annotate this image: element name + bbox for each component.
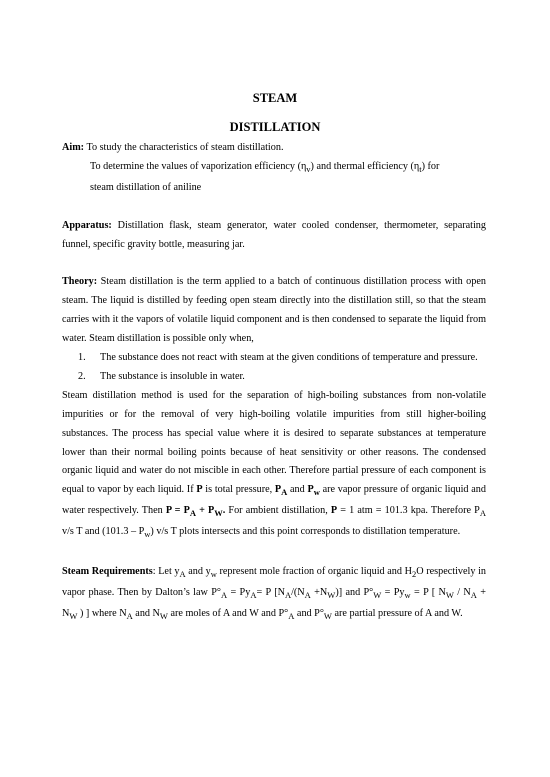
list-item: 2. The substance is insoluble in water.	[78, 370, 245, 382]
apparatus-label: Apparatus:	[62, 219, 112, 231]
document-body	[62, 139, 486, 626]
aim-label: Aim:	[62, 142, 85, 153]
aim-objective: To determine the values of vaporization efficiency $(\eta_v)$ and thermal efficiency $(\eta_t)$ for steam distillation of aniline	[90, 160, 440, 193]
title-line-1: STEAM	[252, 91, 298, 105]
aim-line: Aim: To study the characteristics of steam distillation.	[62, 142, 284, 153]
list-item: 1. The substance does not react with steam at the given conditions of temperature and pressure.	[78, 351, 478, 363]
conditions-list	[62, 349, 486, 387]
steam-requirements-paragraph: Steam Requirements: Let $y_A$ and $y_w$ represent mole fraction of organic liquid and $H_2O$ respectively in vapor phase. Then by Dalton’s law $P^\circ_A = Py_A= P$ $[N_A/(N_A +N_W)]$ and $P^\circ_W = Py_w = P$ [ $N_W / N_A + N_W$ ) ] where $N_A$ and $N_W$ are moles of A and W and $P^\circ_A$ and $P^\circ_W$ are partial pressure of A and W.	[62, 566, 487, 621]
title-line-2: DISTILLATION	[229, 120, 321, 134]
theory-label: Theory:	[62, 276, 98, 288]
apparatus-paragraph: Apparatus: Distillation flask, steam generator, water cooled condenser, thermometer, separating funnel, specific gravity bottle, measuring jar.	[62, 219, 486, 250]
theory-paragraph: Theory: Steam distillation is the term applied to a batch of continuous distillation process with open steam. The liquid is distilled by feeding open steam directly into the distillation still, so that the steam carries with it the vapors of volatile liquid component and is then condensed to separate the liquid from water. Steam distillation is possible only when,	[62, 276, 486, 345]
theory-paragraph-2: Steam distillation method is used for the separation of high-boiling substances from non-volatile impurities or for the removal of very high-boiling volatile impurities from still higher-boiling substances. The process has special value where it is desired to separate substances at temperature lower than their normal boiling points because of heat sensitivity or other reasons. The condensed organic liquid and water do not miscible in each other. Therefore partial pressure of each component is equal to vapor by each liquid. If P is total pressure, $P_A$ and $P_w$ are vapor pressure of organic liquid and water respectively. Then $P = P_A + P_W$. For ambient distillation, P = 1 atm = 101.3 kpa. Therefore $P_A$ v/s T and $(101.3 - P_w)$ v/s T plots intersects and this point corresponds to distillation temperature.	[62, 389, 486, 540]
steam-requirements-label: Steam Requirements	[62, 566, 153, 578]
